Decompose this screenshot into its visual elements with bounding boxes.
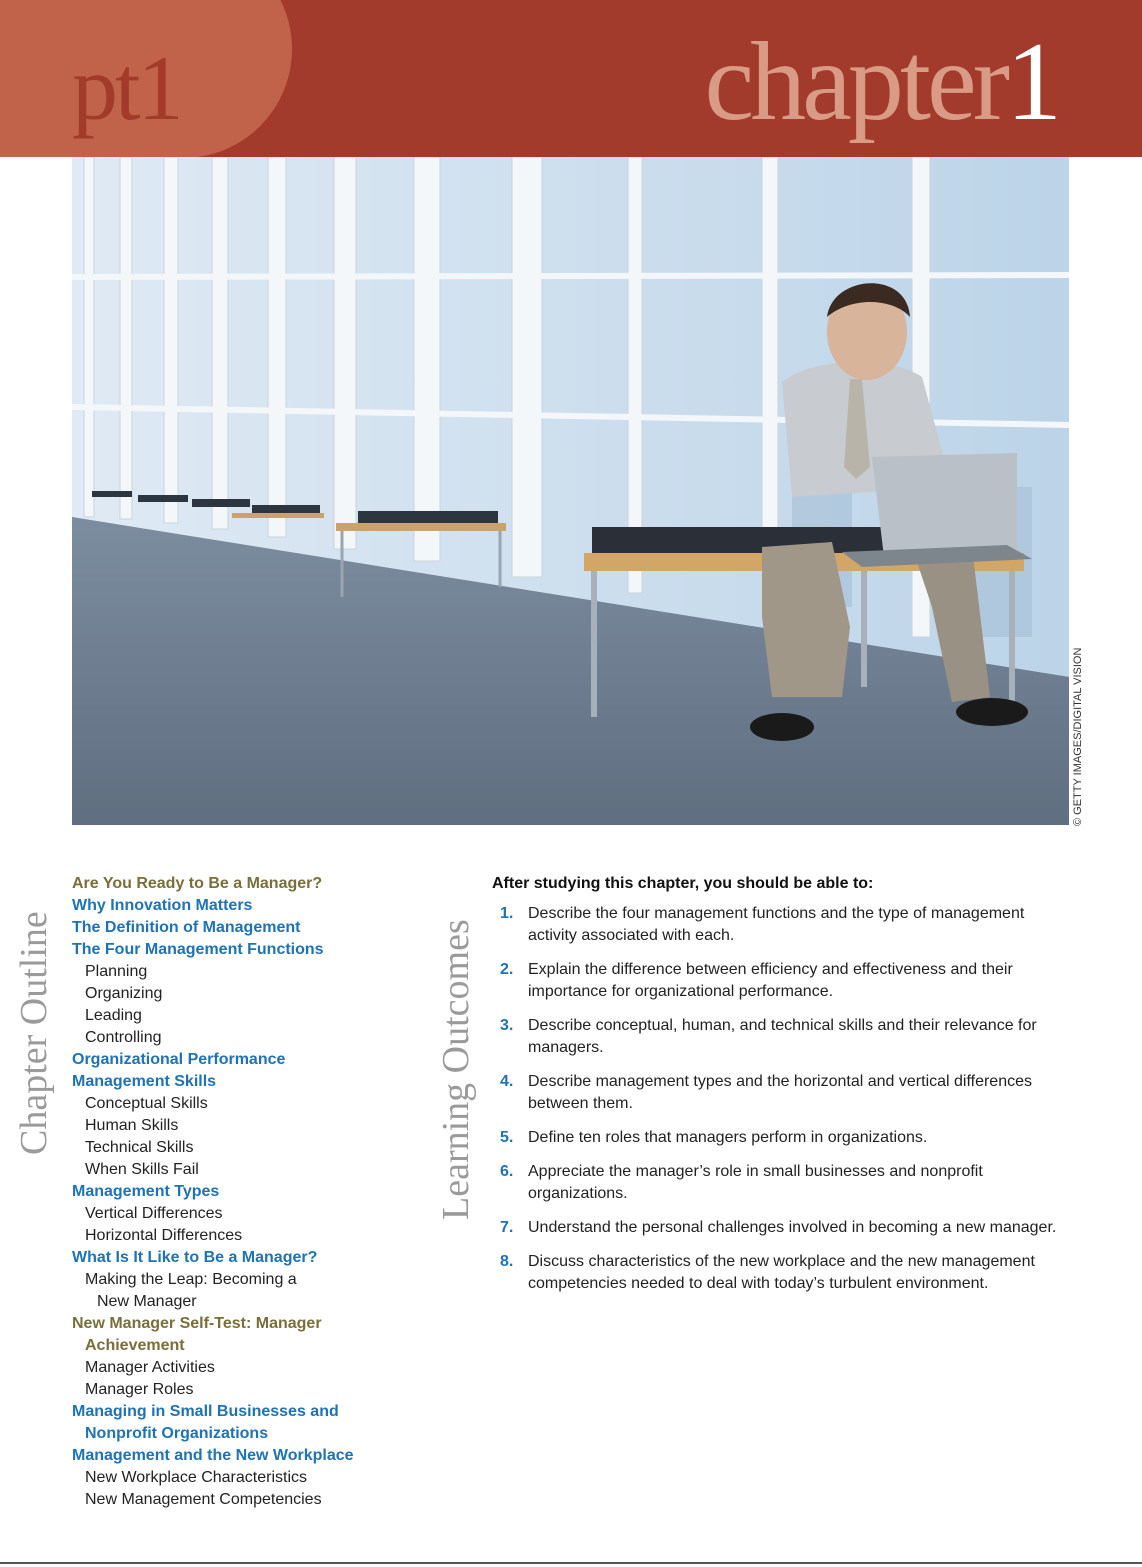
outline-item-text: The Four Management Functions [72, 941, 324, 958]
outline-item [72, 1445, 392, 1467]
outline-item [72, 1159, 392, 1181]
photo-credit: © GETTY IMAGES/DIGITAL VISION [1072, 647, 1084, 826]
part-label: pt1 [72, 37, 181, 139]
learning-outcomes-intro: After studying this chapter, you should be able to: [492, 875, 874, 892]
outline-item-text: When Skills Fail [85, 1161, 199, 1178]
outline-item [72, 1181, 392, 1203]
outline-item-continuation: Achievement [85, 1337, 185, 1354]
chapter-header-band [0, 0, 1142, 157]
learning-outcome-number: 6. [500, 1163, 514, 1180]
learning-outcome-text: Describe conceptual, human, and technical skills and their relevance for managers. [528, 1017, 1037, 1056]
outline-item [72, 1049, 392, 1071]
outline-item [72, 873, 392, 895]
outline-item-text: Horizontal Differences [85, 1227, 243, 1244]
chapter-opener-photo [72, 157, 1069, 825]
outline-item [72, 1467, 392, 1489]
outline-item [72, 939, 392, 961]
learning-outcome-item [492, 1127, 1072, 1149]
outline-item [72, 1489, 392, 1511]
learning-outcome-text: Explain the difference between efficiency and effectiveness and their importance for organizational performance. [528, 961, 1013, 1000]
outline-item [72, 961, 392, 983]
learning-outcomes-list [492, 903, 1072, 1295]
learning-outcome-item [492, 1217, 1072, 1239]
outline-item-text: The Definition of Management [72, 919, 301, 936]
bottom-divider [0, 1562, 1142, 1564]
outline-item-text: New Management Competencies [85, 1491, 322, 1508]
learning-outcome-number: 4. [500, 1073, 514, 1090]
learning-outcome-number: 3. [500, 1017, 514, 1034]
learning-outcome-text: Discuss characteristics of the new workplace and the new management competencies needed to deal with today’s turbulent environment. [528, 1253, 1035, 1292]
outline-item-text: Are You Ready to Be a Manager? [72, 875, 323, 892]
outline-item [72, 1269, 392, 1313]
outline-item [72, 895, 392, 917]
outline-item-text: Planning [85, 963, 148, 980]
outline-item-text: What Is It Like to Be a Manager? [72, 1249, 318, 1266]
learning-outcomes [492, 873, 1072, 1307]
outline-item-text: Management and the New Workplace [72, 1447, 354, 1464]
outline-item [72, 1357, 392, 1379]
outline-item [72, 1247, 392, 1269]
outline-item-continuation: New Manager [97, 1293, 197, 1310]
outline-item-text: Why Innovation Matters [72, 897, 253, 914]
outline-item [72, 1093, 392, 1115]
learning-outcome-number: 1. [500, 905, 514, 922]
outline-item [72, 1071, 392, 1093]
outline-item-text: New Workplace Characteristics [85, 1469, 307, 1486]
outline-item-text: Making the Leap: Becoming a [85, 1271, 297, 1288]
outline-item [72, 1401, 392, 1445]
learning-outcome-item [492, 1015, 1072, 1059]
chapter-outline-list [72, 873, 392, 1511]
learning-outcome-text: Understand the personal challenges involved in becoming a new manager. [528, 1219, 1057, 1236]
outline-item-text: Management Skills [72, 1073, 217, 1090]
outline-item-text: Managing in Small Businesses and [72, 1403, 339, 1420]
learning-outcome-item [492, 1251, 1072, 1295]
outline-item [72, 983, 392, 1005]
learning-outcome-number: 5. [500, 1129, 514, 1146]
outline-item [72, 1115, 392, 1137]
outline-item-text: Human Skills [85, 1117, 179, 1134]
outline-item [72, 1203, 392, 1225]
chapter-outline-heading: Chapter Outline [13, 911, 55, 1155]
outline-item [72, 1137, 392, 1159]
outline-item [72, 1313, 392, 1357]
outline-item-text: Organizational Performance [72, 1051, 286, 1068]
learning-outcome-item [492, 1161, 1072, 1205]
learning-outcome-text: Describe the four management functions and the type of management activity associated with each. [528, 905, 1025, 944]
outline-item-text: Conceptual Skills [85, 1095, 208, 1112]
outline-item-text: Technical Skills [85, 1139, 194, 1156]
outline-item-continuation: Nonprofit Organizations [85, 1425, 269, 1442]
outline-item [72, 917, 392, 939]
learning-outcome-item [492, 903, 1072, 947]
learning-outcome-number: 8. [500, 1253, 514, 1270]
outline-item-text: Controlling [85, 1029, 162, 1046]
learning-outcome-number: 7. [500, 1219, 514, 1236]
outline-item-text: Leading [85, 1007, 142, 1024]
chapter-number: 1 [1006, 20, 1058, 144]
outline-item-text: New Manager Self-Test: Manager [72, 1315, 322, 1332]
outline-item-text: Manager Roles [85, 1381, 194, 1398]
learning-outcome-text: Describe management types and the horizontal and vertical differences between them. [528, 1073, 1032, 1112]
learning-outcome-text: Appreciate the manager’s role in small businesses and nonprofit organizations. [528, 1163, 983, 1202]
outline-item-text: Manager Activities [85, 1359, 215, 1376]
chapter-word: chapter [704, 20, 1006, 144]
chapter-title [704, 22, 1058, 142]
learning-outcome-text: Define ten roles that managers perform in organizations. [528, 1129, 928, 1146]
learning-outcome-number: 2. [500, 961, 514, 978]
outline-item-text: Vertical Differences [85, 1205, 223, 1222]
outline-item [72, 1379, 392, 1401]
learning-outcome-item [492, 1071, 1072, 1115]
outline-item [72, 1225, 392, 1247]
learning-outcomes-heading: Learning Outcomes [435, 919, 477, 1220]
office-man-laptop-photo-illustration [72, 157, 1069, 825]
outline-item-text: Management Types [72, 1183, 220, 1200]
outline-item [72, 1005, 392, 1027]
learning-outcome-item [492, 959, 1072, 1003]
outline-item [72, 1027, 392, 1049]
outline-item-text: Organizing [85, 985, 163, 1002]
